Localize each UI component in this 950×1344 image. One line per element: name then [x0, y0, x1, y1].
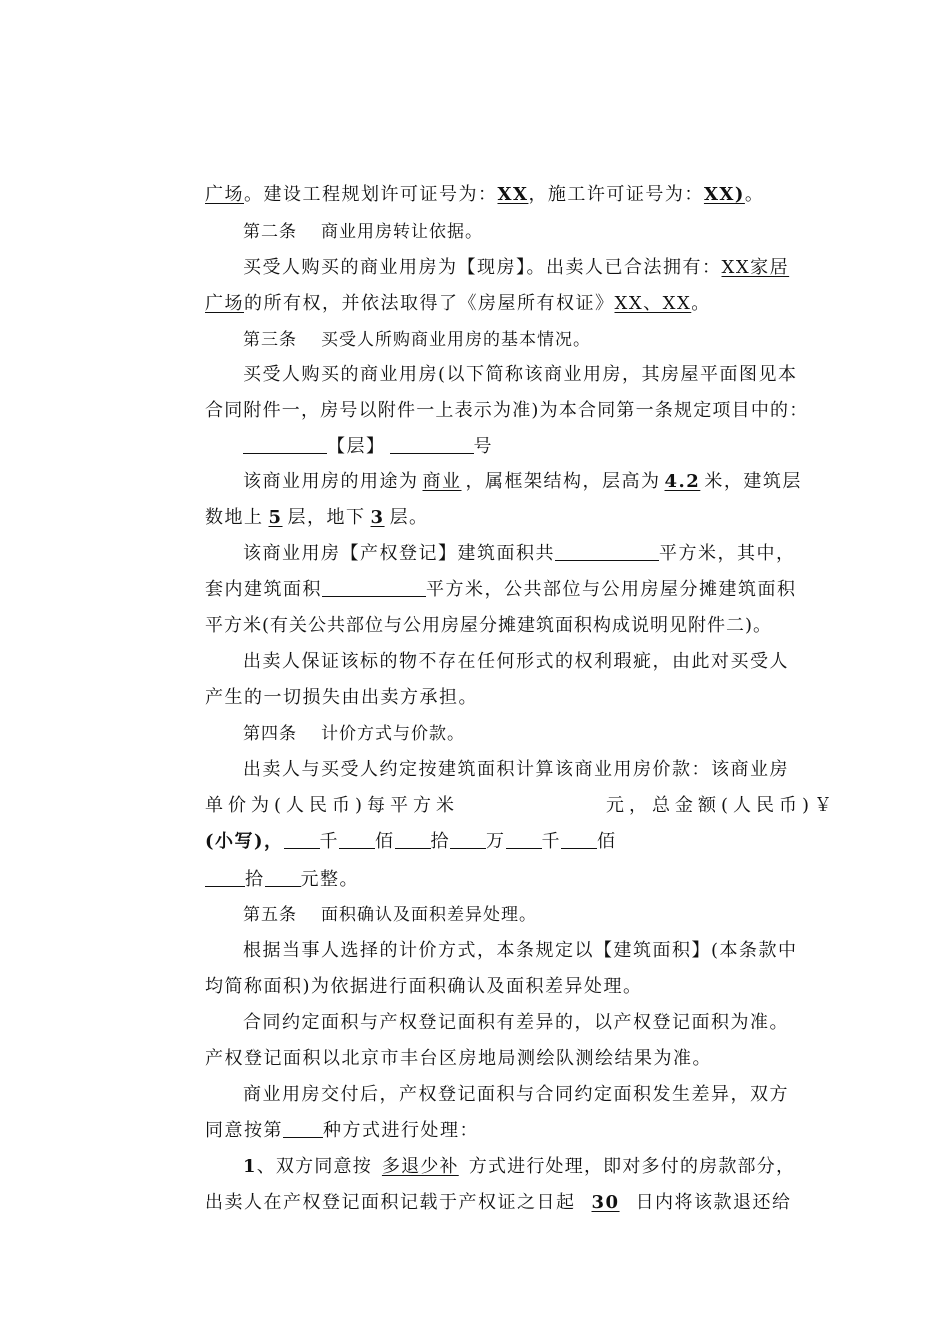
- floors-below-value: 3: [370, 507, 385, 528]
- refund-days-value: 30: [591, 1192, 620, 1213]
- article-title: 计价方式与价款。: [321, 724, 465, 744]
- permit-line: [205, 183, 845, 207]
- unit-price-label: 单价为(人民币)每平方米: [205, 795, 460, 816]
- article-number: 第三条: [243, 330, 297, 350]
- text: 该商业用房【产权登记】建筑面积共: [243, 543, 555, 564]
- unit-bai: 佰: [375, 831, 395, 852]
- certificate-number: XX、XX: [614, 293, 692, 314]
- text: 均简称面积)为依据进行面积确认及面积差异处理。: [205, 976, 643, 997]
- amount-words-line: [205, 868, 845, 892]
- text: 同意按第: [205, 1120, 283, 1141]
- article-4-heading: [243, 722, 843, 746]
- amount-blank: [395, 830, 431, 849]
- text: 数地上: [205, 507, 264, 528]
- floor-label: 【层】: [327, 436, 386, 457]
- construction-permit-label: ，施工许可证号为：: [528, 184, 704, 205]
- text: 米，建筑层: [704, 471, 802, 492]
- refund-days-line: [205, 1191, 845, 1215]
- inner-area-blank: [322, 578, 426, 597]
- text: 出卖人与买受人约定按建筑面积计算该商业用房价款：该商业房: [243, 759, 789, 780]
- text: ，属框架结构，层高为: [465, 471, 661, 492]
- area-line: [205, 578, 845, 602]
- text: 套内建筑面积: [205, 579, 322, 600]
- unit-wan: 万: [486, 831, 506, 852]
- paragraph-line: [205, 614, 845, 638]
- plaza-name-tail: 广场: [205, 184, 244, 205]
- unit-qian: 千: [541, 831, 562, 852]
- price-line: [205, 794, 837, 818]
- paragraph-line: [205, 686, 845, 710]
- paragraph-line: [243, 1011, 843, 1035]
- text: 层。: [389, 507, 429, 528]
- planning-permit-number: XX: [497, 184, 529, 205]
- text: 平方米(有关公共部位与公用房屋分摊建筑面积构成说明见附件二)。: [205, 615, 773, 636]
- text: 日内将该款退还给: [635, 1192, 792, 1213]
- registered-area-blank: [555, 542, 659, 561]
- article-title: 面积确认及面积差异处理。: [321, 905, 537, 925]
- amount-blank: [450, 830, 486, 849]
- amount-blank: [284, 830, 320, 849]
- amount-blank: [339, 830, 375, 849]
- paragraph-line: [243, 939, 843, 963]
- text: 出卖人在产权登记面积记载于产权证之日起: [205, 1192, 576, 1213]
- article-3-heading: [243, 328, 843, 352]
- item-number: 1: [243, 1156, 257, 1177]
- room-label: 号: [473, 436, 493, 457]
- amount-blank: [561, 830, 597, 849]
- paragraph-line: [243, 758, 843, 782]
- unit-shi: 拾: [245, 869, 265, 890]
- unit-yuan: 元整。: [300, 869, 359, 890]
- usage-line: [243, 470, 843, 494]
- text: 平方米，其中，: [659, 543, 796, 564]
- text: 种方式进行处理：: [323, 1120, 479, 1141]
- method-blank: [283, 1119, 323, 1138]
- room-blank: [390, 435, 474, 454]
- method-value: 多退少补: [381, 1156, 459, 1177]
- total-amount-label: 元，总金额(人民币)￥: [605, 795, 837, 816]
- unit-bai: 佰: [597, 831, 617, 852]
- floor-blank: [243, 435, 327, 454]
- article-title: 买受人所购商业用房的基本情况。: [321, 330, 591, 350]
- text: 产权登记面积以北京市丰台区房地局测绘队测绘结果为准。: [205, 1048, 712, 1069]
- paragraph-line: [243, 650, 843, 674]
- paragraph-line: [205, 975, 845, 999]
- paragraph-line: [243, 256, 843, 280]
- property-name-tail: 广场: [205, 293, 244, 314]
- floor-height-value: 4.2: [664, 471, 701, 492]
- text: 商业用房交付后，产权登记面积与合同约定面积发生差异，双方: [243, 1084, 789, 1105]
- article-5-heading: [243, 903, 843, 927]
- text: 的所有权，并依法取得了《房屋所有权证》: [244, 293, 615, 314]
- lowercase-label: (小写)，: [205, 831, 284, 852]
- room-number-line: [243, 435, 843, 459]
- article-title: 商业用房转让依据。: [321, 222, 483, 242]
- amount-blank: [265, 868, 301, 887]
- paragraph-line: [205, 292, 845, 316]
- text: 方式进行处理，即对多付的房款部分，: [468, 1156, 796, 1177]
- text: 买受人购买的商业用房(以下简称该商业用房，其房屋平面图见本: [243, 364, 798, 385]
- property-name: XX家居: [721, 257, 790, 278]
- text: 层，地下: [287, 507, 366, 528]
- article-number: 第二条: [243, 222, 297, 242]
- method-1-line: [243, 1155, 843, 1179]
- article-2-heading: [243, 220, 843, 244]
- floors-above-value: 5: [268, 507, 283, 528]
- paragraph-line: [205, 399, 845, 423]
- area-line: [243, 542, 843, 566]
- text: 买受人购买的商业用房为【现房】。出卖人已合法拥有：: [243, 257, 722, 278]
- floors-line: [205, 506, 845, 530]
- planning-permit-label: 。建设工程规划许可证号为：: [244, 184, 498, 205]
- text: 根据当事人选择的计价方式，本条规定以【建筑面积】(本条款中: [243, 940, 798, 961]
- amount-blank: [205, 868, 245, 887]
- text: 合同约定面积与产权登记面积有差异的，以产权登记面积为准。: [243, 1012, 789, 1033]
- text: 产生的一切损失由出卖方承担。: [205, 687, 478, 708]
- period: 。: [691, 293, 711, 314]
- unit-shi: 拾: [430, 831, 451, 852]
- method-choice-line: [205, 1119, 845, 1143]
- paragraph-line: [205, 1047, 845, 1071]
- construction-permit-number: XX): [703, 184, 745, 205]
- period: 。: [744, 184, 765, 205]
- article-number: 第五条: [243, 905, 297, 925]
- text: 、双方同意按: [256, 1156, 372, 1177]
- text: 该商业用房的用途为: [243, 471, 419, 492]
- text: 出卖人保证该标的物不存在任何形式的权利瑕疵，由此对买受人: [243, 651, 789, 672]
- text: 合同附件一，房号以附件一上表示为准)为本合同第一条规定项目中的：: [205, 400, 809, 421]
- amount-blank: [506, 830, 542, 849]
- usage-value: 商业: [422, 471, 462, 492]
- paragraph-line: [243, 1083, 843, 1107]
- unit-qian: 千: [319, 831, 340, 852]
- article-number: 第四条: [243, 724, 297, 744]
- paragraph-line: [243, 363, 843, 387]
- text: 平方米，公共部位与公用房屋分摊建筑面积: [426, 579, 797, 600]
- amount-words-line: [205, 830, 845, 854]
